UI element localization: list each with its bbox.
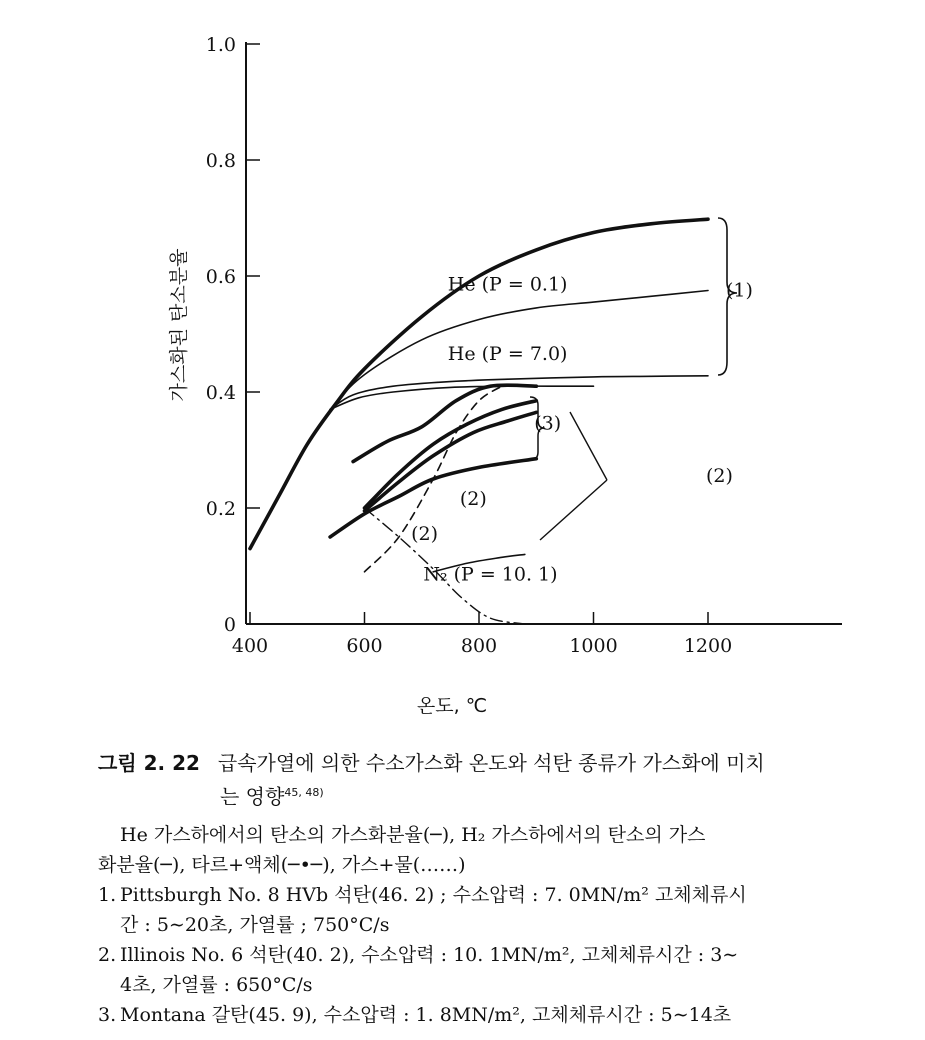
- annotation-label: (1): [726, 279, 753, 302]
- leader-line-2a: [570, 412, 607, 480]
- annotation-label: He (P = 7.0): [447, 343, 568, 366]
- annotation-label: (2): [459, 488, 487, 511]
- caption-line-1: 급속가열에 의한 수소가스화 온도와 석탄 종류가 가스화에 미치: [217, 751, 765, 775]
- x-tick-label: 800: [460, 635, 498, 657]
- leader-line-2b: [540, 480, 607, 540]
- x-axis-ticks: [232, 612, 732, 657]
- note-line-2: 4초, 가열률 : 650°C/s: [120, 974, 313, 996]
- x-tick-label: 1000: [569, 635, 618, 657]
- note-1: [0, 880, 925, 940]
- x-tick-label: 400: [231, 635, 269, 657]
- caption-reference: 45, 48): [284, 786, 324, 799]
- annotation-label: (2): [411, 522, 439, 545]
- x-tick-label: 1200: [683, 635, 733, 657]
- note-index: 2.: [98, 944, 117, 966]
- chart-brackets: [530, 218, 737, 540]
- caption-line-2: 는 영향: [220, 784, 285, 809]
- y-tick-label: 1.0: [205, 34, 236, 56]
- note-2: [0, 940, 925, 1000]
- annotation-label: N₂ (P = 10. 1): [423, 563, 558, 586]
- series-line-5: [365, 401, 537, 511]
- annotation-label: He (P = 0.1): [447, 273, 568, 296]
- paragraph-line-2: 화분율(─), 타르+액체(─•─), 가스+물(……): [98, 854, 466, 876]
- x-axis-label: 온도, ℃: [416, 695, 488, 717]
- annotation-label: (3): [534, 412, 562, 435]
- paragraph-line-1: He 가스하에서의 탄소의 가스화분율(─), H₂ 가스하에서의 탄소의 가스: [120, 824, 706, 846]
- y-tick-label: 0.8: [205, 150, 236, 172]
- y-tick-label: 0.4: [205, 382, 236, 404]
- legend-paragraph: [0, 820, 925, 880]
- note-3: [0, 1000, 925, 1030]
- note-index: 1.: [98, 884, 117, 906]
- annotation-label: (2): [705, 464, 733, 487]
- caption-number: 그림 2. 22: [98, 751, 200, 775]
- chart-annotations: [411, 274, 753, 586]
- note-line-1: Montana 갈탄(45. 9), 수소압력 : 1. 8MN/m², 고체체류시간 : 5∼14초: [120, 1004, 732, 1026]
- note-line-2: 간 : 5∼20초, 가열률 ; 750°C/s: [120, 914, 390, 936]
- note-line-1: Illinois No. 6 석탄(40. 2), 수소압력 : 10. 1MN/m², 고체체류시간 : 3∼: [120, 944, 739, 966]
- y-axis-label: 가스화된 탄소분율: [168, 248, 190, 402]
- y-tick-label: 0.2: [205, 498, 236, 520]
- x-tick-label: 600: [346, 635, 383, 657]
- y-tick-label: 0: [223, 614, 236, 636]
- note-index: 3.: [98, 1004, 117, 1026]
- figure-caption: [0, 748, 925, 812]
- note-line-1: Pittsburgh No. 8 HVb 석탄(46. 2) ; 수소압력 : 7. 0MN/m² 고체체류시: [120, 884, 747, 906]
- y-tick-label: 0.6: [205, 266, 236, 288]
